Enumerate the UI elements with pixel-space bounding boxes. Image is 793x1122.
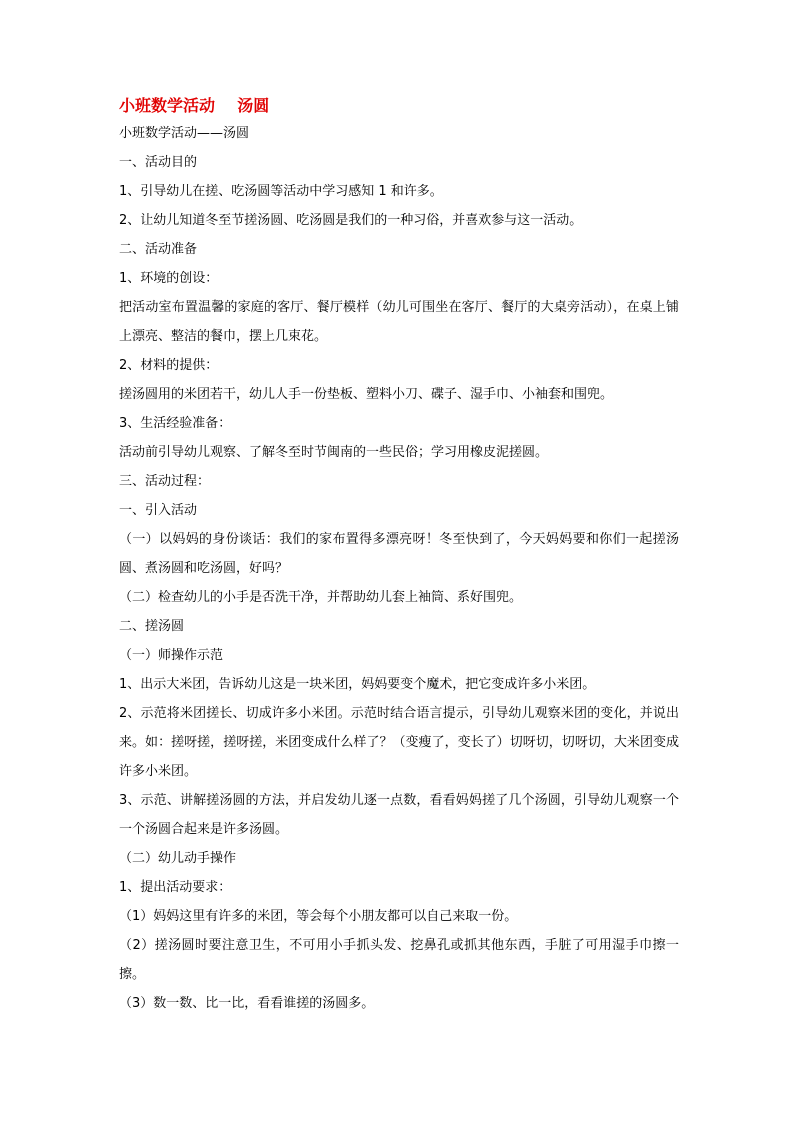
paragraph: （二）幼儿动手操作 — [119, 851, 237, 866]
paragraph: （2）搓汤圆时要注意卫生，不可用小手抓头发、挖鼻孔或抓其他东西，手脏了可用湿手巾擦一擦。 — [119, 938, 679, 982]
paragraph: 1、环境的创设： — [119, 271, 219, 286]
document-page — [119, 94, 679, 1018]
subtitle: 小班数学活动——汤圆 — [119, 126, 250, 141]
section-heading: 一、活动目的 — [119, 155, 198, 170]
paragraph: 3、生活经验准备： — [119, 416, 232, 431]
section-heading: 一、引入活动 — [119, 503, 198, 518]
section-heading: 二、搓汤圆 — [119, 619, 185, 634]
paragraph: （二）检查幼儿的小手是否洗干净，并帮助幼儿套上袖筒、系好围兜。 — [119, 590, 523, 605]
paragraph: 3、示范、讲解搓汤圆的方法，并启发幼儿逐一点数，看看妈妈搓了几个汤圆，引导幼儿观察一个一个汤圆合起来是许多汤圆。 — [119, 793, 679, 837]
paragraph: 搓汤圆用的米团若干，幼儿人手一份垫板、塑料小刀、碟子、湿手巾、小袖套和围兜。 — [119, 387, 614, 402]
paragraph: 2、让幼儿知道冬至节搓汤圆、吃汤圆是我们的一种习俗，并喜欢参与这一活动。 — [119, 213, 583, 228]
paragraph: 2、示范将米团搓长、切成许多小米团。示范时结合语言提示，引导幼儿观察米团的变化，并说出来。如：搓呀搓，搓呀搓，米团变成什么样了？（变瘦了，变长了）切呀切，切呀切，大米团变成许多小米团。 — [119, 706, 679, 779]
document-title: 小班数学活动 汤圆 — [119, 96, 270, 115]
paragraph: （3）数一数、比一比，看看谁搓的汤圆多。 — [119, 996, 375, 1011]
paragraph: （1）妈妈这里有许多的米团，等会每个小朋友都可以自己来取一份。 — [119, 909, 518, 924]
paragraph: 把活动室布置温馨的家庭的客厅、餐厅模样（幼儿可围坐在客厅、餐厅的大桌旁活动），在桌上铺上漂亮、整洁的餐巾，摆上几束花。 — [119, 300, 679, 344]
paragraph: 2、材料的提供： — [119, 358, 219, 373]
section-heading: 三、活动过程： — [119, 474, 211, 489]
paragraph: 1、提出活动要求： — [119, 880, 232, 895]
section-heading: 二、活动准备 — [119, 242, 198, 257]
paragraph: 1、出示大米团，告诉幼儿这是一块米团，妈妈要变个魔术，把它变成许多小米团。 — [119, 677, 596, 692]
paragraph: 活动前引导幼儿观察、了解冬至时节闽南的一些民俗；学习用橡皮泥搓圆。 — [119, 445, 549, 460]
paragraph: （一）师操作示范 — [119, 648, 224, 663]
paragraph: 1、引导幼儿在搓、吃汤圆等活动中学习感知 1 和许多。 — [119, 184, 443, 199]
paragraph: （一）以妈妈的身份谈话：我们的家布置得多漂亮呀！冬至快到了，今天妈妈要和你们一起搓汤圆、煮汤圆和吃汤圆，好吗？ — [119, 532, 679, 576]
